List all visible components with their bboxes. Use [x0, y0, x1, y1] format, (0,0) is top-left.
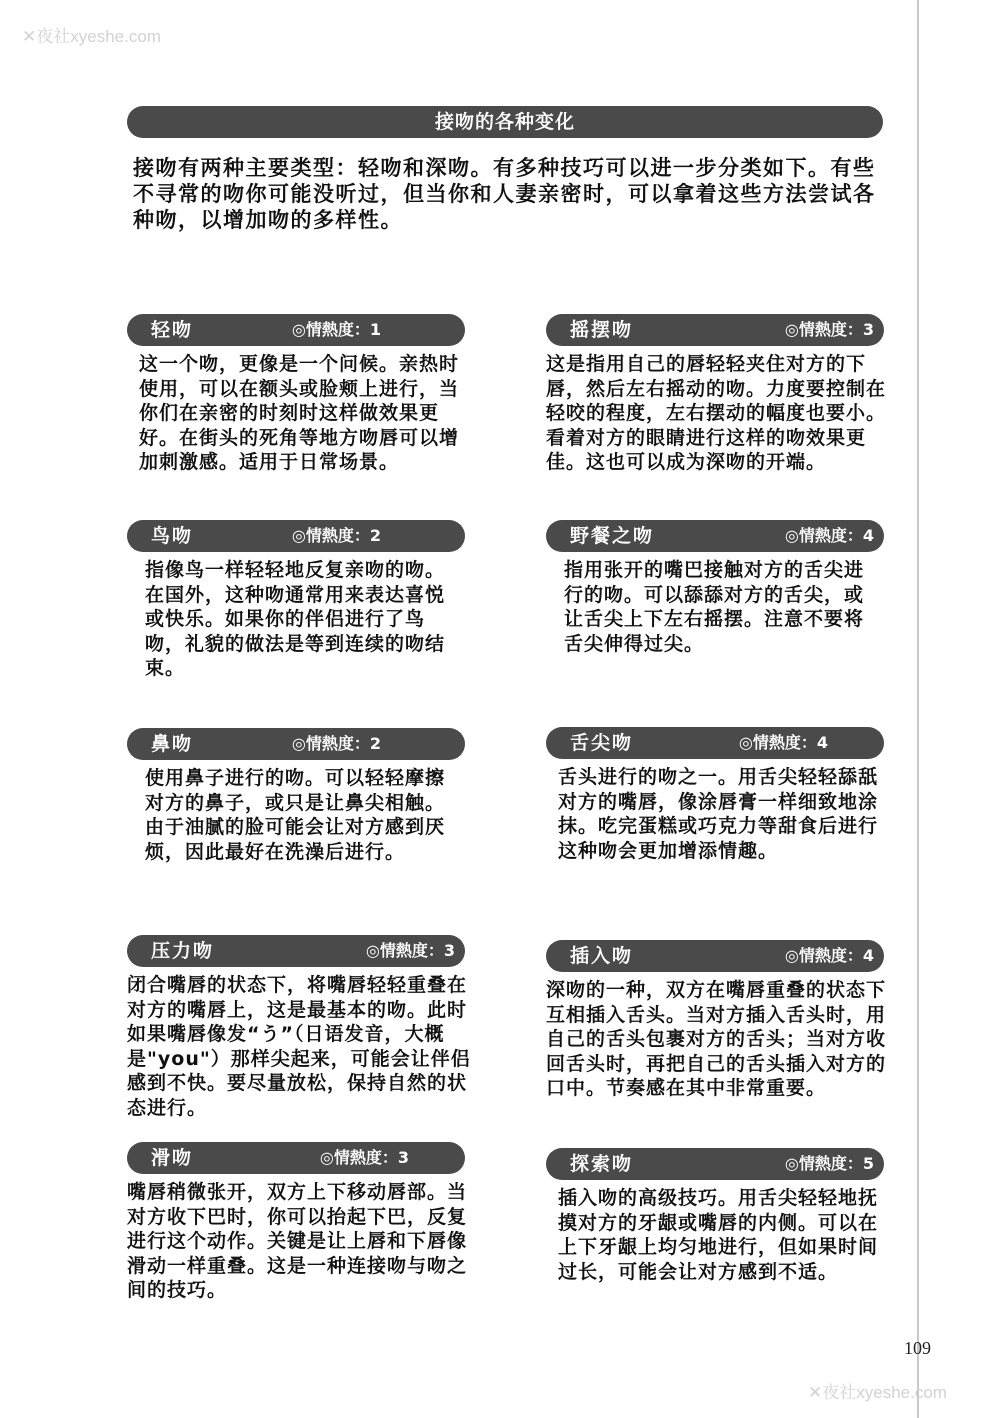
passion-level: ◎情熱度：4 — [738, 733, 828, 752]
section-text: 深吻的一种，双方在嘴唇重叠的状态下互相插入舌头。当对方插入舌头时，用自己的舌头包裹对方的舌头；当对方收回舌头时，再把自己的舌头插入对方的口中。节奏感在其中非常重要。 — [546, 979, 887, 1099]
section-text: 舌头进行的吻之一。用舌尖轻轻舔舐对方的嘴唇，像涂唇膏一样细致地涂抹。吃完蛋糕或巧克力等甜食后进行这种吻会更加增添情趣。 — [558, 766, 879, 862]
passion-level: ◎情熱度：2 — [291, 734, 381, 753]
section-pressure-kiss — [127, 935, 472, 1120]
section-header — [127, 520, 465, 552]
section-name: 鼻吻 — [151, 733, 194, 755]
passion-level: ◎情熱度：1 — [291, 320, 381, 339]
section-name: 探索吻 — [570, 1153, 634, 1175]
section-light-kiss — [127, 314, 472, 475]
section-header — [127, 314, 465, 346]
section-swing-kiss — [546, 314, 891, 475]
section-tongue-tip-kiss — [546, 727, 891, 863]
page-title: 接吻的各种变化 — [127, 106, 883, 138]
section-text: 嘴唇稍微张开，双方上下移动唇部。当对方收下巴时，你可以抬起下巴，反复进行这个动作。关键是让上唇和下唇像滑动一样重叠。这是一种连接吻与吻之间的技巧。 — [127, 1181, 468, 1301]
section-text: 插入吻的高级技巧。用舌尖轻轻地抚摸对方的牙龈或嘴唇的内侧。可以在上下牙龈上均匀地进行，但如果时间过长，可能会让对方感到不适。 — [558, 1187, 879, 1283]
passion-level: ◎情熱度：4 — [784, 526, 874, 545]
section-header — [546, 520, 884, 552]
intro-paragraph: 接吻有两种主要类型：轻吻和深吻。有多种技巧可以进一步分类如下。有些不寻常的吻你可能没听过，但当你和人妻亲密时，可以拿着这些方法尝试各种吻，以增加吻的多样性。 — [133, 156, 876, 232]
section-text: 这一个吻，更像是一个问候。亲热时使用，可以在额头或脸颊上进行，当你们在亲密的时刻时这样做效果更好。在街头的死角等地方吻唇可以增加刺激感。适用于日常场景。 — [139, 353, 460, 473]
section-name: 野餐之吻 — [570, 525, 655, 547]
watermark-bottom: ✕夜社xyeshe.com — [808, 1383, 947, 1402]
watermark-top: ✕夜社xyeshe.com — [22, 27, 161, 46]
section-name: 舌尖吻 — [570, 732, 634, 754]
passion-level: ◎情熱度：3 — [784, 320, 874, 339]
section-text: 闭合嘴唇的状态下，将嘴唇轻轻重叠在对方的嘴唇上，这是最基本的吻。此时如果嘴唇像发“う”（日语发音，大概是"you"）那样尖起来，可能会让伴侣感到不快。要尽量放松，保持自然的状态进行。 — [127, 974, 471, 1119]
section-text: 指像鸟一样轻轻地反复亲吻的吻。在国外，这种吻通常用来表达喜悦或快乐。如果你的伴侣进行了鸟吻，礼貌的做法是等到连续的吻结束。 — [145, 559, 446, 679]
section-explore-kiss — [546, 1148, 891, 1284]
page-edge-line — [917, 0, 919, 1418]
section-text: 使用鼻子进行的吻。可以轻轻摩擦对方的鼻子，或只是让鼻尖相触。由于油腻的脸可能会让对方感到厌烦，因此最好在洗澡后进行。 — [145, 767, 446, 863]
section-header — [127, 1142, 465, 1174]
section-header — [546, 1148, 884, 1180]
section-slide-kiss — [127, 1142, 472, 1303]
page-number: 109 — [904, 1338, 931, 1358]
section-bird-kiss — [127, 520, 472, 681]
section-name: 鸟吻 — [151, 525, 194, 547]
section-name: 压力吻 — [151, 940, 215, 962]
section-header — [127, 728, 465, 760]
section-name: 摇摆吻 — [570, 319, 634, 341]
section-text: 指用张开的嘴巴接触对方的舌尖进行的吻。可以舔舔对方的舌尖，或让舌尖上下左右摇摆。注意不要将舌尖伸得过尖。 — [564, 559, 865, 655]
section-picnic-kiss — [546, 520, 891, 656]
section-text: 这是指用自己的唇轻轻夹住对方的下唇，然后左右摇动的吻。力度要控制在轻咬的程度，左右摆动的幅度也要小。看着对方的眼睛进行这样的吻效果更佳。这也可以成为深吻的开端。 — [546, 353, 887, 473]
section-name: 轻吻 — [151, 319, 194, 341]
passion-level: ◎情熱度：3 — [365, 941, 455, 960]
passion-level: ◎情熱度：5 — [784, 1154, 874, 1173]
passion-level: ◎情熱度：4 — [784, 946, 874, 965]
section-header — [546, 314, 884, 346]
section-name: 插入吻 — [570, 945, 634, 967]
section-nose-kiss — [127, 728, 472, 864]
passion-level: ◎情熱度：3 — [319, 1148, 409, 1167]
section-header — [546, 940, 884, 972]
section-header — [546, 727, 884, 759]
section-name: 滑吻 — [151, 1147, 194, 1169]
passion-level: ◎情熱度：2 — [291, 526, 381, 545]
section-header — [127, 935, 465, 967]
section-insert-kiss — [546, 940, 891, 1101]
